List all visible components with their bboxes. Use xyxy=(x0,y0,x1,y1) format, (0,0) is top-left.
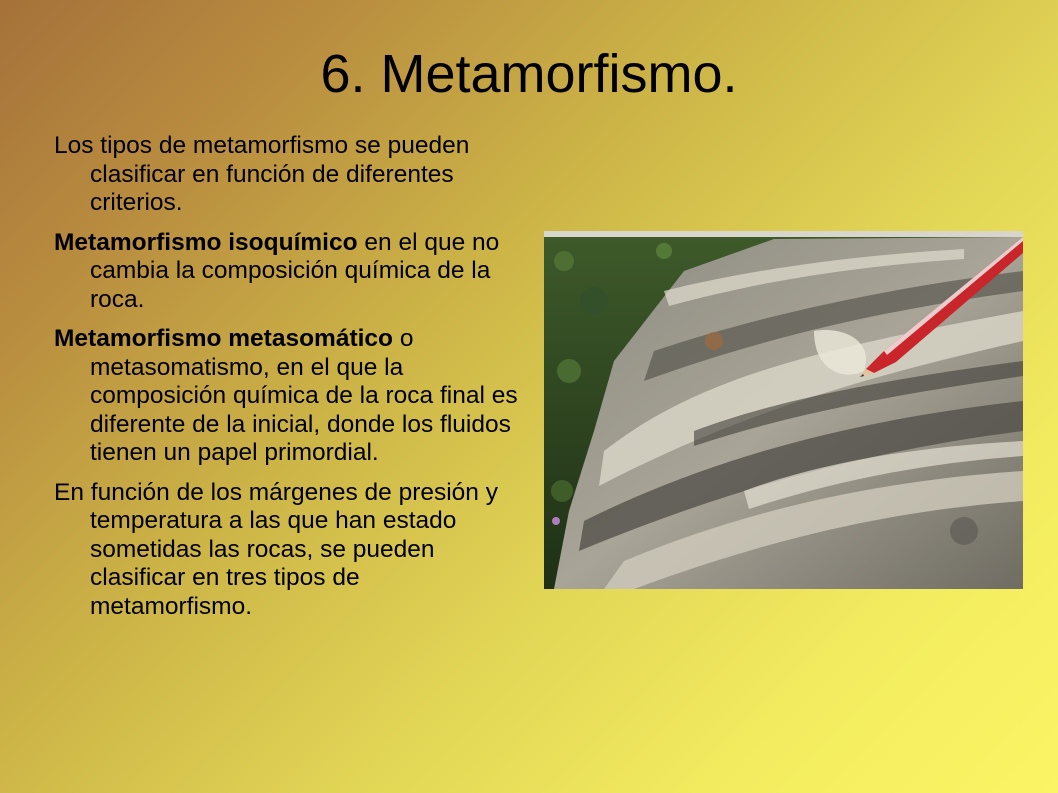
paragraph-isoquimico-text: en el que no cambia la composición química de la roca. xyxy=(90,228,500,313)
paragraph-isoquimico xyxy=(54,229,524,315)
slide-body xyxy=(54,132,524,632)
rock-photo xyxy=(544,231,1023,589)
paragraph-metasomatico xyxy=(54,325,524,468)
term-isoquimico: Metamorfismo isoquímico xyxy=(54,228,358,256)
paragraph-metasomatico-text: o metasomatismo, en el que la composición química de la roca final es diferente de la inicial, donde los fluidos tienen un papel primordial. xyxy=(90,325,518,466)
paragraph-presion-temperatura xyxy=(54,479,524,622)
term-metasomatico: Metamorfismo metasomático xyxy=(54,325,394,352)
paragraph-intro xyxy=(54,132,524,218)
page-title: 6. Metamorfismo. xyxy=(320,44,738,104)
paragraph-presion-temperatura-text: En función de los márgenes de presión y temperatura a las que han estado sometidas las rocas, se pueden clasificar en tres tipos de metamorfismo. xyxy=(54,478,498,620)
paragraph-intro-text: Los tipos de metamorfismo se pueden clasificar en función de diferentes criterios. xyxy=(54,132,470,216)
rock-with-pencil-image xyxy=(544,231,1023,589)
